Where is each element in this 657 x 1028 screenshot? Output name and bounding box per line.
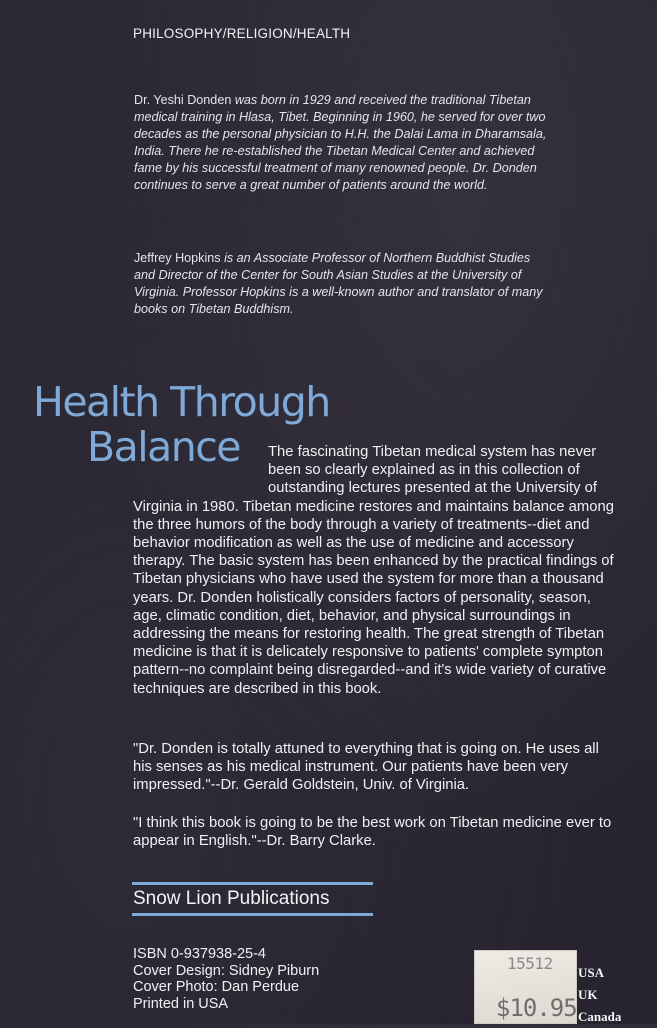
book-credits: [133, 946, 319, 1012]
book-description-text: The fascinating Tibetan medical system has never been so clearly explained as in this collection of outstanding lectures presented at the University of Virginia in 1980. Tibetan medicine restores and maintains balance among the three humors of the body through a variety of treatments--diet and behavior modification as well as the use of medicine and accessory therapy. The basic system has been enhanced by the practical findings of Tibetan physicians who have used the system for more than a thousand years. Dr. Donden holistically considers factors of personality, season, age, climatic condition, diet, behavior, and physical surroundings in addressing the means for restoring health. The great strength of Tibetan medicine is that it is delicately responsive to patients' complete sympton pattern--no complaint being disregarded--and it's wide variety of curative techniques are described in this book.: [133, 444, 614, 697]
author-name: Dr. Yeshi Donden: [134, 93, 232, 107]
title-wrap-spacer: [133, 443, 268, 497]
author-bio-donden: [134, 92, 554, 194]
isbn: ISBN 0-937938-25-4: [133, 946, 266, 962]
category-label: PHILOSOPHY/RELIGION/HEALTH: [133, 26, 351, 41]
sticker-code: 15512: [507, 954, 553, 973]
author-bio-text: was born in 1929 and received the traditional Tibetan medical training in Hlasa, Tibet. Beginning in 1960, he served for over two decades as the personal physician to H.H. the Dalai Lama in Dharamsala, India. There he re-established the Tibetan Medical Center and achieved fame by his successful treatment of many renowned people. Dr. Donden continues to serve a great number of patients around the world.: [134, 93, 547, 192]
publisher-name: Snow Lion Publications: [132, 882, 373, 916]
book-description: [133, 443, 615, 698]
review-quote: "Dr. Donden is totally attuned to everything that is going on. He uses all his senses as his medical instrument. Our patients have been very impressed."--Dr. Gerald Goldstein, Univ. of Virginia.: [133, 741, 599, 794]
price-region-usa: USA: [578, 965, 605, 980]
printed-location: Printed in USA: [133, 995, 229, 1012]
cover-photo-credit: Cover Photo: Dan Perdue: [133, 979, 300, 995]
price-region-canada: Canada: [578, 1009, 622, 1024]
price-regions: [578, 962, 621, 1028]
author-name: Jeffrey Hopkins: [134, 251, 221, 265]
review-quote: "I think this book is going to be the best work on Tibetan medicine ever to appear in English."--Dr. Barry Clarke.: [133, 815, 612, 850]
author-bio-text: is an Associate Professor of Northern Buddhist Studies and Director of the Center for South Asian Studies at the University of Virginia. Professor Hopkins is a well-known author and translator of many books on Tibetan Buddhism.: [134, 251, 543, 316]
book-title-line-2: Balance: [87, 423, 241, 471]
cover-design-credit: Cover Design: Sidney Piburn: [133, 962, 320, 979]
price-sticker: [474, 950, 577, 1024]
author-bio-hopkins: [134, 250, 554, 318]
sticker-price: $10.95: [496, 994, 577, 1022]
book-title-line-1: Health Through: [33, 378, 330, 426]
price-region-uk: UK: [578, 987, 598, 1002]
